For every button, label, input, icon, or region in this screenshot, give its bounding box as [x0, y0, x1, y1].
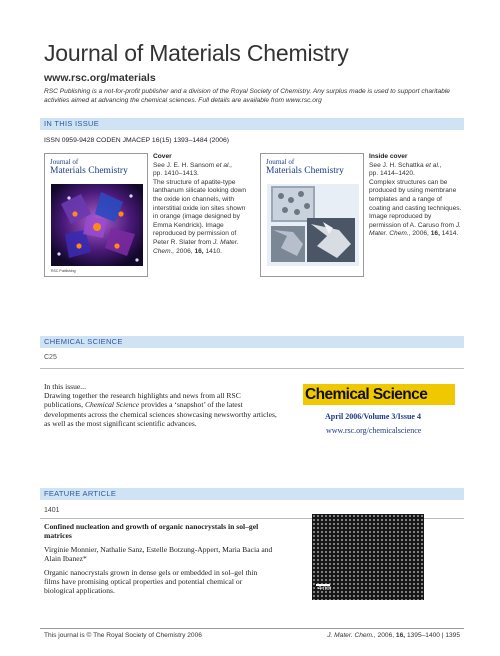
- section-feature-article: FEATURE ARTICLE: [40, 488, 464, 500]
- crystal-structure-art: [51, 184, 143, 266]
- chemical-science-issue: April 2006/Volume 3/Issue 4: [325, 412, 421, 421]
- inside-cover-image-title: Journal of Materials Chemistry: [266, 158, 344, 176]
- membrane-template-art: [267, 184, 359, 266]
- footer-copyright: This journal is © The Royal Society of Chemistry 2006: [44, 632, 202, 639]
- inside-cover-label: Inside cover: [369, 153, 408, 160]
- chemical-science-url[interactable]: www.rsc.org/chemicalscience: [326, 426, 422, 435]
- chemical-science-text: In this issue... Drawing together the research highlights and news from all RSC publications, Chemical Science provides a ‘snapshot’ of the latest developments across the chemical sciences showcasing newsworthy articles, as well as the most significant scientific advances.: [44, 382, 277, 428]
- section-in-this-issue: IN THIS ISSUE: [40, 118, 464, 130]
- cover-image: [44, 153, 148, 277]
- cover-image-footer: RSC Publishing: [51, 269, 76, 273]
- inside-cover-description: Inside cover See J. H. Schattka et al., pp. 1414–1420. Complex structures can be produced by using membrane templates and a range of coating and casting techniques. Image reproduced by permission of A. Caruso from J. Mater. Chem., 2006, 16, 1414.: [369, 153, 465, 239]
- cover-image-title: Journal of Materials Chemistry: [50, 158, 128, 176]
- cover-description: Cover See J. E. H. Sansom et al., pp. 1410–1413. The structure of apatite-type lanthanum silicate looking down the oxide ion channels, with interstitial oxide ion sites shown in orange (image designed by Emma Kendrick). Image reproduced by permission of Peter R. Slater from J. Mater. Chem., 2006, 16, 1410.: [153, 153, 249, 256]
- chemical-science-rule: [40, 368, 464, 369]
- chemical-science-logo: Chemical Science: [303, 384, 455, 405]
- feature-article-page: 1401: [44, 507, 60, 514]
- journal-url[interactable]: www.rsc.org/materials: [44, 72, 156, 84]
- footer-citation: J. Mater. Chem., 2006, 16, 1395–1400 | 1395: [327, 632, 460, 639]
- article-abstract: Organic nanocrystals grown in dense gels or embedded in sol–gel thin films have promising optical properties and potential chemical or biological applications.: [44, 568, 258, 596]
- journal-title: Journal of Materials Chemistry: [44, 40, 349, 66]
- footer-rule: [40, 628, 464, 629]
- tem-micrograph: [312, 514, 424, 600]
- article-title[interactable]: Confined nucleation and growth of organic nanocrystals in sol–gel matrices: [44, 522, 259, 541]
- cover-label: Cover: [153, 153, 172, 160]
- scale-bar-label: 4 nm: [318, 586, 332, 592]
- article-authors: Virginie Monnier, Nathalie Sanz, Estelle Botzung-Appert, Maria Bacia and Alain Ibanez*: [44, 545, 273, 564]
- chemical-science-code: C25: [44, 354, 57, 361]
- issn-line: ISSN 0959-9428 CODEN JMACEP 16(15) 1393–1484 (2006): [44, 137, 230, 144]
- section-chemical-science: CHEMICAL SCIENCE: [40, 336, 464, 348]
- publisher-note: RSC Publishing is a not-for-profit publisher and a division of the Royal Society of Chemistry. Any surplus made is used to support charitable activities aimed at advancing the chemical sciences. Full details are available from www.rsc.org: [44, 88, 450, 104]
- inside-cover-image: [260, 153, 364, 277]
